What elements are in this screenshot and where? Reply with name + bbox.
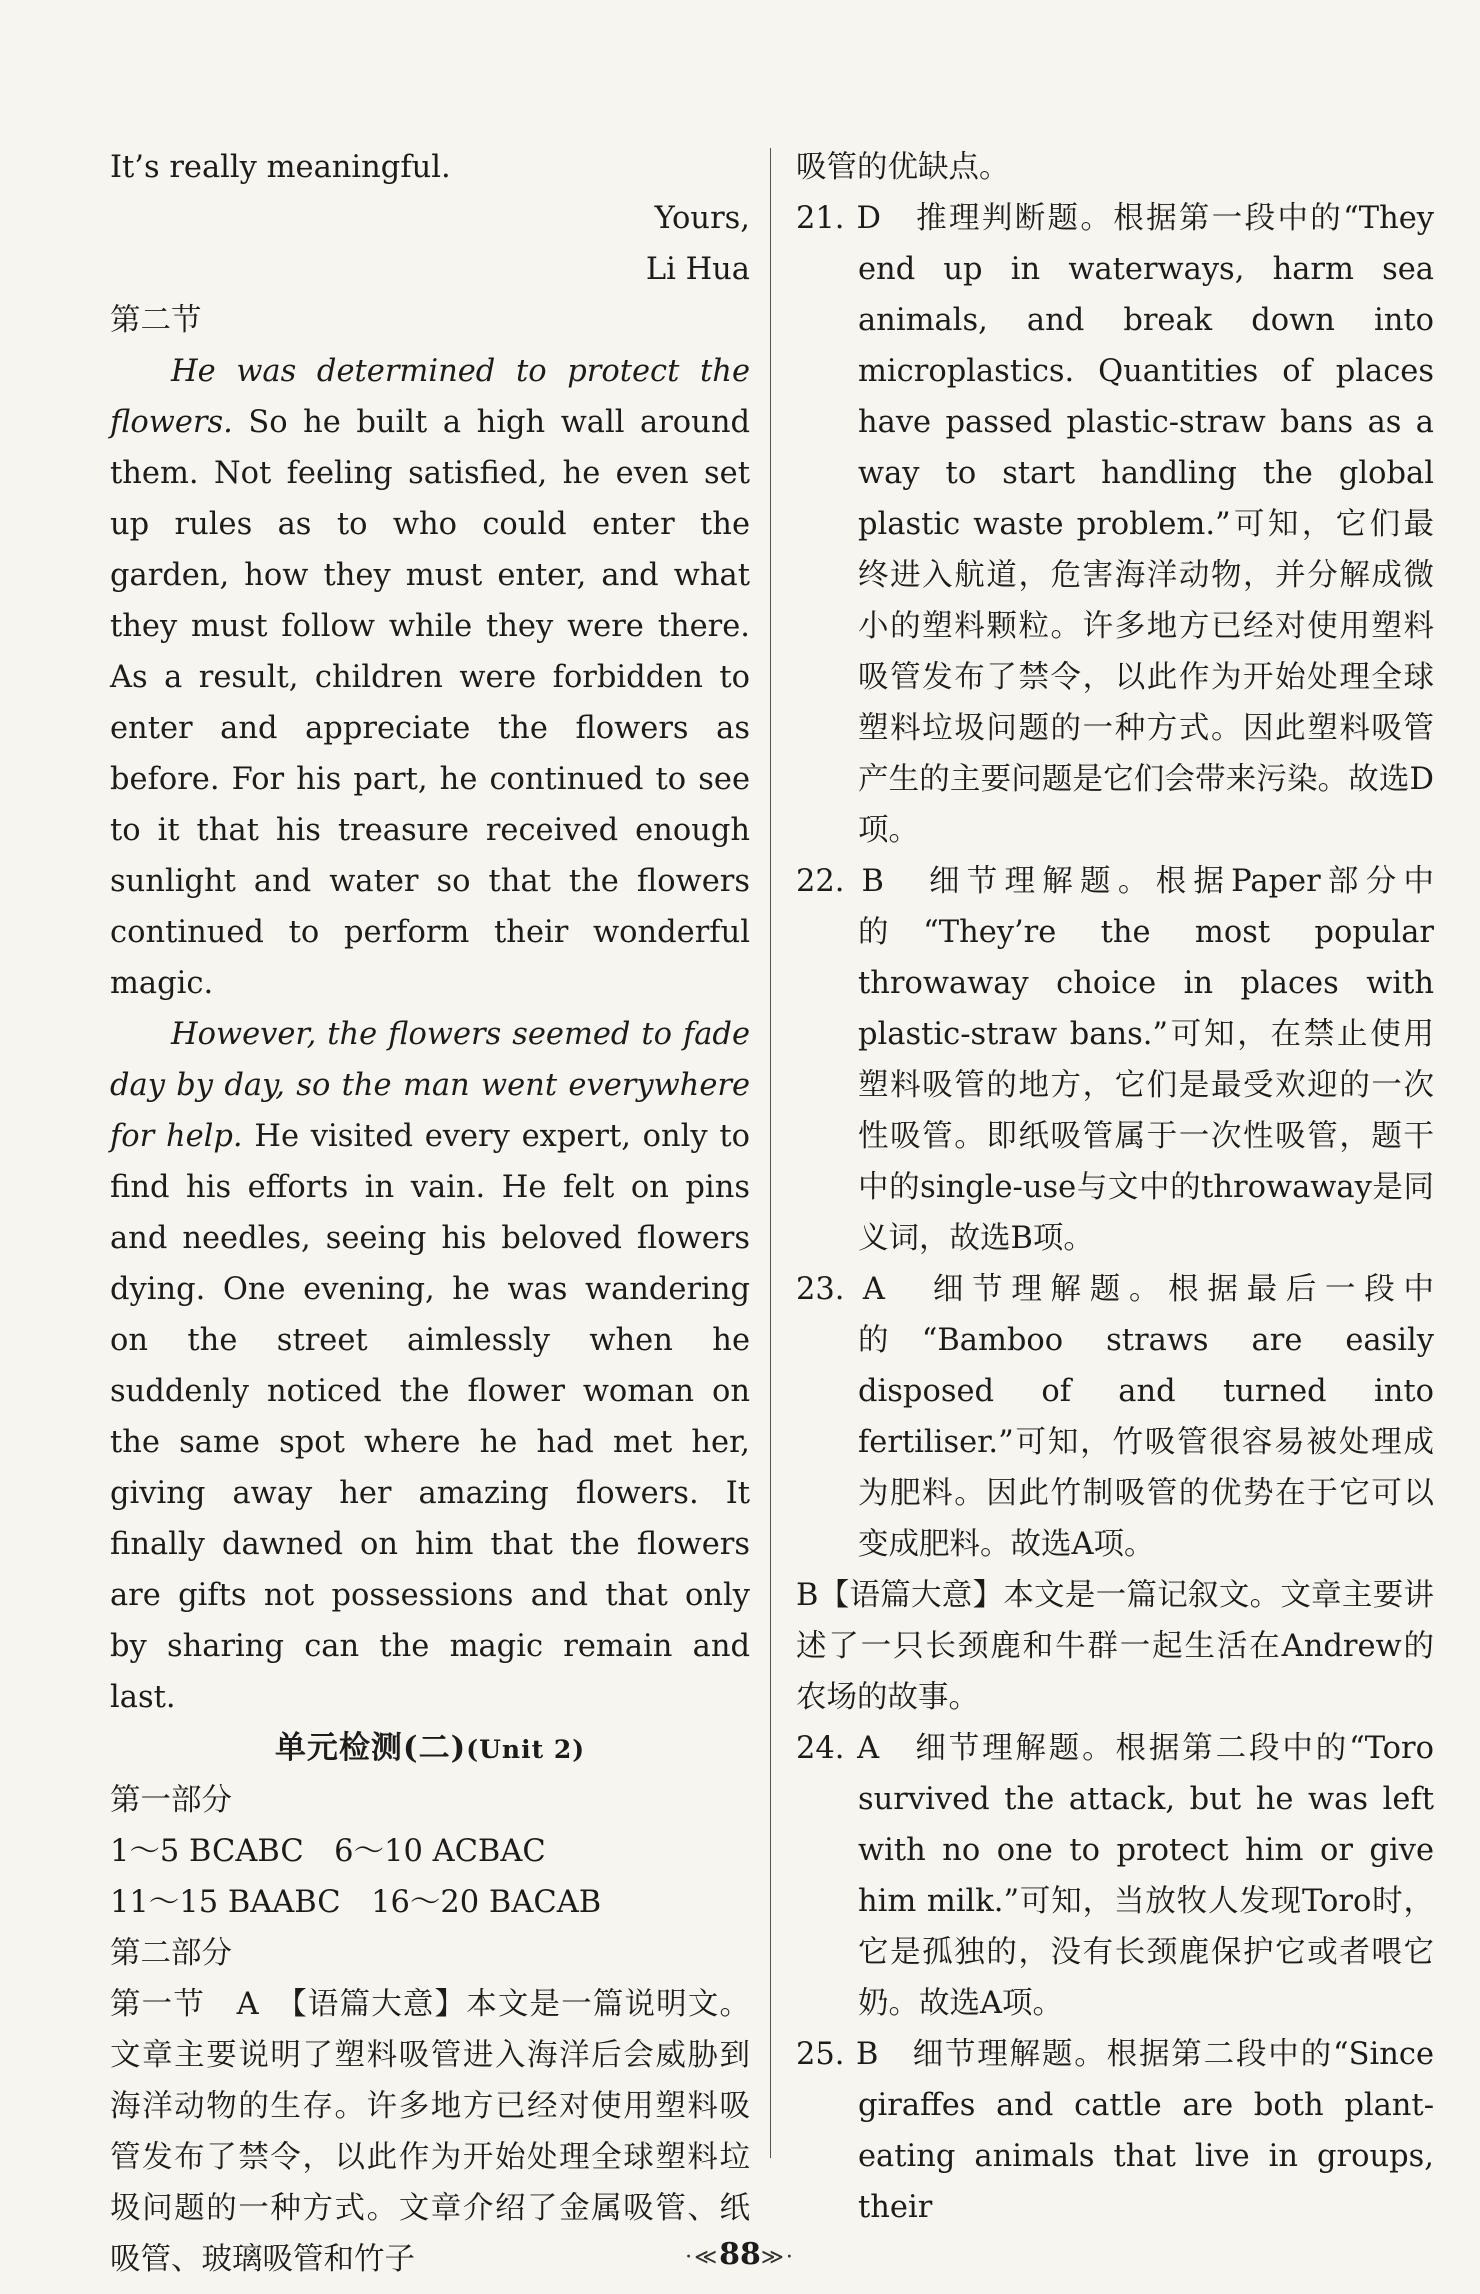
left-column — [110, 142, 750, 2285]
page-number-value: 88 — [719, 2237, 761, 2272]
unit-test-title — [110, 1723, 750, 1775]
letter-closing-line: It’s really meaningful. — [110, 150, 451, 185]
page-number-deco-right: ≫· — [760, 2245, 795, 2270]
letter-sign-yours: Yours, — [654, 201, 750, 236]
paragraph-1-body: So he built a high wall around them. Not feeling satisfied, he even set up rules as to who could enter the garden, how they must enter, and what they must follow while they were there. As a result, children were forbidden to enter and appreciate the flowers as before. For his part, he continued to see to it that his treasure received enough sunlight and water so that the flowers continued to perform their wonderful magic. — [110, 405, 750, 1001]
paragraph-1-lead: He was determined to protect the flowers. — [110, 354, 750, 440]
page-number-deco-left: ·≪ — [685, 2245, 720, 2270]
section-heading: 第二节 — [110, 303, 202, 338]
paragraph-2-lead: However, the flowers seemed to fade day by day, so the man went everywhere for help. — [110, 1017, 750, 1154]
column-divider — [770, 148, 771, 2158]
answer-24: 24. A 细节理解题。根据第二段中的“Toro survived the attack, but he was left with no one to protect him or give him milk.”可知，当放牧人发现Toro时，它是孤独的，没有长颈鹿保护它或者喂它奶。故选A项。 — [796, 1731, 1434, 2021]
right-column — [796, 142, 1434, 2233]
letter-sign-name: Li Hua — [645, 252, 750, 287]
page-number — [0, 2237, 1480, 2272]
essay-paragraph-1 — [110, 346, 750, 1009]
part-1-heading: 第一部分 — [110, 1783, 232, 1818]
passage-b-summary: B【语篇大意】本文是一篇记叙文。文章主要讲述了一只长颈鹿和牛群一起生活在Andrew的农场的故事。 — [796, 1578, 1434, 1715]
unit-subtitle: (Unit 2) — [466, 1735, 586, 1764]
essay-paragraph-2 — [110, 1009, 750, 1723]
answers-line-1: 1～5 BCABC 6～10 ACBAC — [110, 1834, 546, 1869]
passage-a-summary: 第一节 A 【语篇大意】本文是一篇说明文。文章主要说明了塑料吸管进入海洋后会威胁到海洋动物的生存。许多地方已经对使用塑料吸管发布了禁令，以此作为开始处理全球塑料垃圾问题的一种方式。文章介绍了金属吸管、纸吸管、玻璃吸管和竹子 — [110, 1987, 750, 2277]
answer-23: 23. A 细节理解题。根据最后一段中的“Bamboo straws are easily disposed of and turned into fertiliser.”可知，竹吸管很容易被处理成为肥料。因此竹制吸管的优势在于它可以变成肥料。故选A项。 — [796, 1272, 1434, 1562]
answers-line-2: 11～15 BAABC 16～20 BACAB — [110, 1885, 602, 1920]
answer-21: 21. D 推理判断题。根据第一段中的“They end up in waterways, harm sea animals, and break down into microplastics. Quantities of places have passed plastic-straw bans as a way to start handling the global plastic waste problem.”可知，它们最终进入航道，危害海洋动物，并分解成微小的塑料颗粒。许多地方已经对使用塑料吸管发布了禁令，以此作为开始处理全球塑料垃圾问题的一种方式。因此塑料吸管产生的主要问题是它们会带来污染。故选D项。 — [796, 201, 1434, 848]
part-2-heading: 第二部分 — [110, 1936, 232, 1971]
unit-title-text: 单元检测(二) — [274, 1730, 467, 1766]
answer-25: 25. B 细节理解题。根据第二段中的“Since giraffes and cattle are both plant-eating animals that live in groups, their — [796, 2037, 1434, 2225]
summary-continuation: 吸管的优缺点。 — [796, 150, 1010, 185]
answer-22: 22. B 细节理解题。根据Paper部分中的“They’re the most popular throwaway choice in places with plastic-straw bans.”可知，在禁止使用塑料吸管的地方，它们是最受欢迎的一次性吸管。即纸吸管属于一次性吸管，题干中的single-use与文中的throwaway是同义词，故选B项。 — [796, 864, 1434, 1256]
paragraph-2-body: He visited every expert, only to find his efforts in vain. He felt on pins and needles, seeing his beloved flowers dying. One evening, he was wandering on the street aimlessly when he suddenly noticed the flower woman on the same spot where he had met her, giving away her amazing flowers. It finally dawned on him that the flowers are gifts not possessions and that only by sharing can the magic remain and last. — [110, 1119, 751, 1715]
